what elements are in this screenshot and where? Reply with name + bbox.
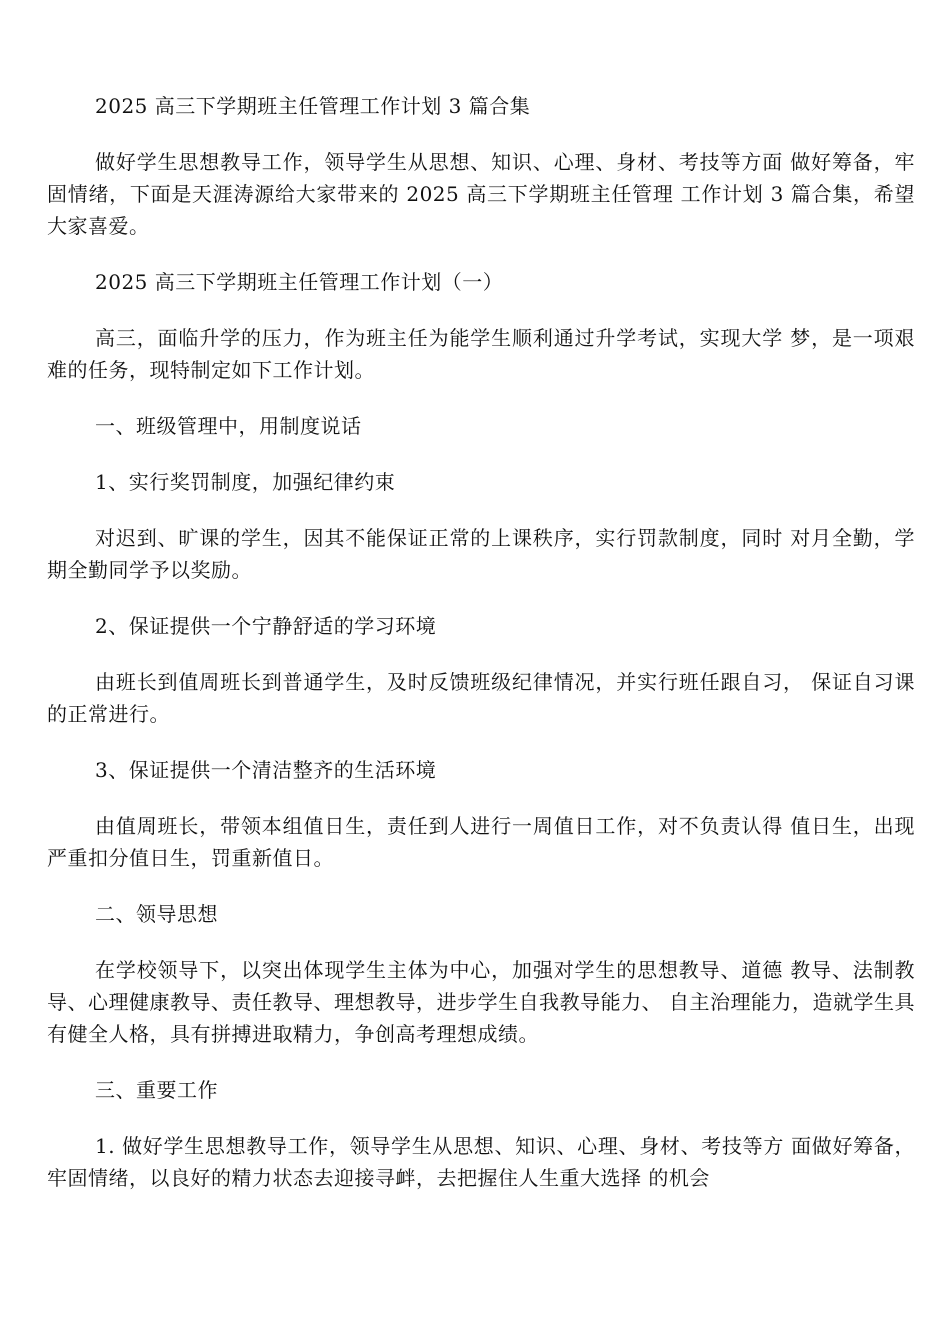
subheading-reward-punishment: 1、实行奖罚制度，加强纪律约束 bbox=[95, 470, 396, 494]
body-paragraph: 在学校领导下，以突出体现学生主体为中心，加强对学生的思想教导、道德 教导、法制教导、心理健康教导、责任教导、理想教导，进步学生自我教导能力、 自主治理能力，造就学生具有健全人格，具有拼搏进取精力，争创高考理想成绩。 bbox=[47, 958, 915, 1046]
body-paragraph: 由班长到值周班长到普通学生，及时反馈班级纪律情况，并实行班任跟自习， 保证自习课的正常进行。 bbox=[47, 670, 915, 726]
subheading-living-environment: 3、保证提供一个清洁整齐的生活环境 bbox=[95, 758, 437, 782]
section-heading-guiding-thought: 二、领导思想 bbox=[95, 902, 218, 926]
intro-paragraph: 做好学生思想教导工作，领导学生从思想、知识、心理、身材、考技等方面 做好筹备，牢固情绪，下面是天涯涛源给大家带来的 2025 高三下学期班主任管理 工作计划 3 篇合集，希望大家喜爱。 bbox=[47, 150, 915, 238]
section-heading-class-management: 一、班级管理中，用制度说话 bbox=[95, 414, 362, 438]
body-paragraph: 1. 做好学生思想教导工作，领导学生从思想、知识、心理、身材、考技等方 面做好筹备，牢固情绪，以良好的精力状态去迎接寻衅，去把握住人生重大选择 的机会 bbox=[47, 1134, 915, 1190]
document-title: 2025 高三下学期班主任管理工作计划 3 篇合集 bbox=[95, 94, 531, 118]
section-heading-main-work: 三、重要工作 bbox=[95, 1078, 218, 1102]
document-page bbox=[47, 90, 915, 1218]
section-heading-plan-one: 2025 高三下学期班主任管理工作计划（一） bbox=[95, 270, 504, 294]
body-paragraph: 由值周班长，带领本组值日生，责任到人进行一周值日工作，对不负责认得 值日生，出现严重扣分值日生，罚重新值日。 bbox=[47, 814, 915, 870]
body-paragraph: 对迟到、旷课的学生，因其不能保证正常的上课秩序，实行罚款制度，同时 对月全勤，学期全勤同学予以奖励。 bbox=[47, 526, 915, 582]
body-paragraph: 高三，面临升学的压力，作为班主任为能学生顺利通过升学考试，实现大学 梦，是一项艰难的任务，现特制定如下工作计划。 bbox=[47, 326, 915, 382]
subheading-study-environment: 2、保证提供一个宁静舒适的学习环境 bbox=[95, 614, 437, 638]
